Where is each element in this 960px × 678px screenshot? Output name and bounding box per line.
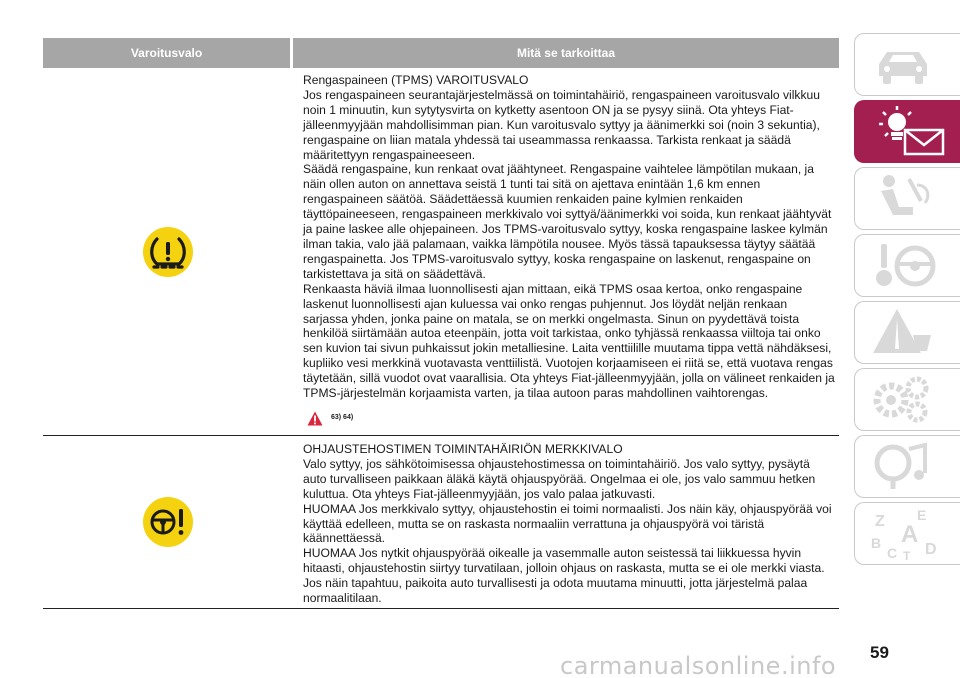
power-steering-warning-icon (143, 497, 193, 547)
tab-warning-lights[interactable] (854, 100, 960, 163)
meaning-cell (293, 68, 839, 435)
meaning-cell (293, 436, 839, 608)
tab-multimedia[interactable] (854, 435, 960, 498)
warning-refs[interactable]: 63) 64) (331, 413, 354, 421)
table-row (43, 68, 839, 436)
icon-cell (43, 436, 293, 608)
tab-emergency[interactable] (854, 301, 960, 364)
steering-title: OHJAUSTEHOSTIMEN TOIMINTAHÄIRIÖN MERKKIVALO (303, 442, 623, 456)
alphabet-index-icon (869, 506, 949, 561)
tpms-title: Rengaspaineen (TPMS) VAROITUSVALO (303, 73, 529, 87)
tab-index[interactable] (854, 502, 960, 565)
watermark: carmanualsonline.info (560, 652, 837, 678)
index-letter: Z (875, 513, 885, 530)
index-letter: D (925, 541, 937, 558)
steering-paragraph: HUOMAA Jos merkkivalo syttyy, ohjaustehostin ei toimi normaalisti. Jos näin käy, ohjauspyörää voi käyttää edelleen, mutta se on raskasta normaaliin verrattuna ja ohjauspyörä voi täristä käännettäessä. (303, 501, 832, 546)
tpms-paragraph: Jos rengaspaineen seurantajärjestelmässä on toimintahäiriö, rengaspaineen varoitusvalo vilkkuu noin 1 minuutin, kun sytytysvirta on kytketty asentoon ON ja se pysyy siinä. Ota yhteys Fiat-jälleenmyyjään mahdollisimman pian. Kun varoitusvalo syttyy ja äänimerkki soi (noin 3 sekuntia), rengaspaine on liian matala yhdessä tai useammassa renkaassa. Tarkista renkaat ja säädä määritettyyn rengaspaineeseen. (303, 87, 820, 162)
road-warning-icon (869, 305, 939, 360)
warning-triangle-icon (307, 411, 323, 426)
index-letter: E (917, 507, 927, 523)
index-letter: A (901, 521, 919, 548)
warning-light-table (43, 38, 839, 609)
header-warning-light: Varoitusvalo (43, 38, 290, 68)
header-meaning: Mitä se tarkoittaa (293, 38, 839, 68)
key-steering-wheel-icon (869, 238, 939, 293)
warning-reference (307, 411, 835, 426)
table-header (43, 38, 839, 68)
car-icon (869, 40, 939, 90)
tab-car[interactable] (854, 33, 960, 96)
table-row (43, 436, 839, 609)
warning-light-mail-icon (869, 104, 949, 159)
seat-airbag-icon (869, 171, 939, 226)
index-letter: C (887, 545, 898, 561)
tab-safety[interactable] (854, 167, 960, 230)
icon-cell (43, 68, 293, 435)
tab-starting-driving[interactable] (854, 234, 960, 297)
index-letter: B (871, 535, 882, 551)
tpms-warning-icon (143, 227, 193, 277)
chapter-tabs (854, 33, 960, 569)
gears-service-icon (869, 372, 939, 427)
index-letter: T (903, 549, 911, 561)
tpms-paragraph: Renkaasta häviä ilmaa luonnollisesti ajan mittaan, eikä TPMS osaa kertoa, onko rengaspaine laskenut luonnollisesti ajan kuluessa vai onko rengas puhjennut. Jos löydät neljän renkaan sarjassa yhden, jonka paine on matala, se on merkki ongelmasta. Sinun on pyydettävä toista henkilöä siirtämään autoa eteenpäin, jotta voit tarkistaa, onko tyhjässä renkaassa viiltoja tai onko sen kuvion tai sivun puhkaissut jokin metalliesine. Laita venttiilille muutama tippa vettä nähdäksesi, kupliiko vesi merkkinä vuotavasta venttiilistä. Vuotojen korjaamiseen ei riitä se, että vuotava rengas täytetään, sillä vuodot ovat vaarallisia. Ota yhteys Fiat-jälleenmyyjään, jolla on välineet renkaiden ja TPMS-järjestelmän korjaamista varten, ja tilaa autoon paras mahdollinen vaihtorengas. (303, 281, 835, 401)
tpms-paragraph: Säädä rengaspaine, kun renkaat ovat jäähtyneet. Rengaspaine vaihtelee lämpötilan mukaan, ja näin ollen auton on annettava seistä 1 tunti tai sitä on ajettava enintään 1,6 km ennen rengaspaineen säätöä. Säädettäessä kuumien renkaiden paine kylmien renkaiden täyttöpaineeseen, rengaspaineen merkkivalo voi syttyä/äänimerkki voi soida, kun renkaat jäähtyvät ja paine laskee alle ohjepaineen. Jos TPMS-varoitusvalo syttyy, koska rengaspaine laskee kylmän ilman takia, valo jää palamaan, vaikka lämpötila nousee. Myös tässä tapauksessa täytyy säätää rengaspainetta. Jos TPMS-varoitusvalo syttyy, koska rengaspaine on laskenut, rengaspaine on tarkistettava ja sitä on säädettävä. (303, 162, 832, 281)
steering-paragraph: Valo syttyy, jos sähkötoimisessa ohjaustehostimessa on toimintahäiriö. Jos valo syttyy, pysäytä auto turvalliseen paikkaan äläkä käytä ohjauspyörää. Ongelmaa ei ole, jos valo sammuu hetken kuluttua. Ota yhteys Fiat-jälleenmyyjään, jos valo palaa jatkuvasti. (303, 456, 816, 501)
steering-paragraph: HUOMAA Jos nytkit ohjauspyörää oikealle ja vasemmalle auton seistessä tai liikkuessa hyvin hitaasti, ohjaustehostin siirtyy turvatilaan, jolloin ohjaus on raskasta, mutta se ei ole merkki viasta. Jos näin tapahtuu, paikoita auto turvallisesti ja odota muutama minuutti, jotta järjestelmä palaa normaalitilaan. (303, 546, 825, 606)
page-number: 59 (870, 643, 889, 662)
tab-maintenance[interactable] (854, 368, 960, 431)
music-navigation-icon (869, 439, 939, 494)
